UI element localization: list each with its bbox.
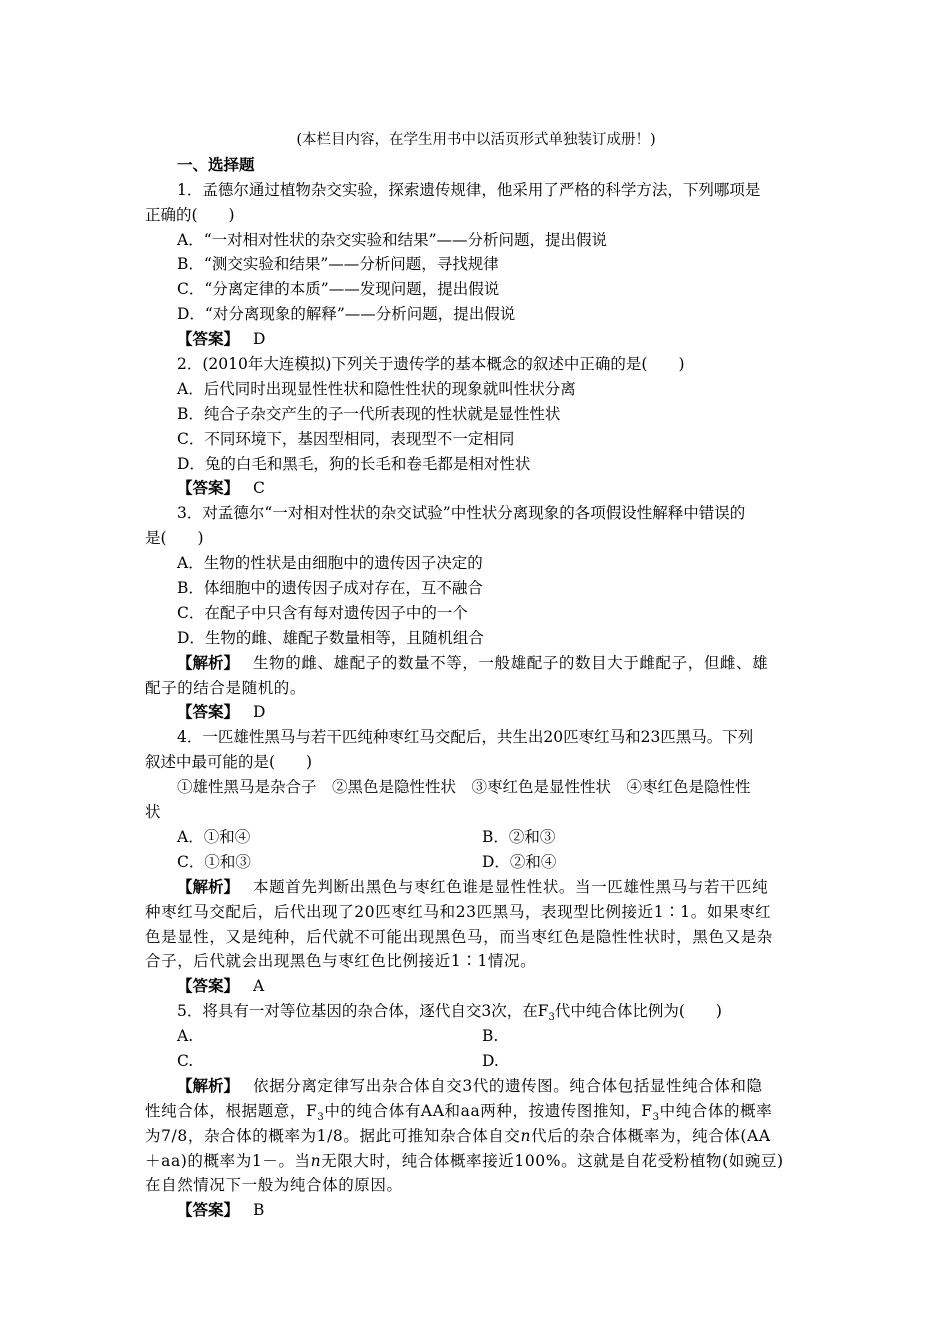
question-5 — [145, 999, 807, 1223]
q3-analysis-line-1 — [145, 651, 807, 676]
header-note: (本栏目内容，在学生用书中以活页形式单独装订成册！) — [296, 132, 656, 148]
q4-option-b: B．②和③ — [482, 827, 556, 846]
question-1 — [145, 178, 807, 352]
answer-label: 【答案】 — [177, 976, 240, 996]
q2-option-d: D．兔的白毛和黑毛，狗的长毛和卷毛都是相对性状 — [177, 454, 531, 473]
question-4 — [145, 725, 807, 999]
analysis-text: 性纯合体，根据题意，F — [145, 1101, 318, 1120]
analysis-label: 【解析】 — [177, 876, 240, 896]
q5-answer — [145, 1198, 807, 1223]
q4-answer — [145, 974, 807, 999]
q3-analysis-line-2: 配子的结合是随机的。 — [145, 678, 307, 697]
q5-stem-text-end: 代中纯合体比例为( ) — [554, 1002, 722, 1021]
q4-analysis-line-1 — [145, 875, 807, 900]
q4-analysis-line-4: 合子，后代就会出现黑色与枣红色比例接近1∶1情况。 — [145, 952, 537, 971]
answer-label: 【答案】 — [177, 478, 240, 498]
analysis-text: 中纯合体的概率 — [659, 1101, 773, 1120]
italic-variable: n — [310, 1151, 322, 1170]
question-2 — [145, 352, 807, 501]
q2-option-c: C．不同环境下，基因型相同，表现型不一定相同 — [177, 429, 515, 448]
q3-option-d: D．生物的雌、雄配子数量相等，且随机组合 — [177, 628, 484, 647]
italic-variable: n — [520, 1126, 532, 1145]
q4-option-a: A．①和④ — [177, 827, 251, 846]
q4-items-line-2: 状 — [145, 803, 161, 822]
q2-answer — [145, 476, 807, 501]
q4-items-line-1: ①雄性黑马是杂合子 ②黑色是隐性性状 ③枣红色是显性性状 ④枣红色是隐性性 — [177, 778, 751, 797]
analysis-text: 本题首先判断出黑色与枣红色谁是显性性状。当一匹雄性黑马与若干匹纯 — [253, 877, 769, 896]
analysis-text: 无限大时，纯合体概率接近100%。这就是自花受粉植物(如豌豆) — [321, 1151, 784, 1170]
q3-option-c: C．在配子中只含有每对遗传因子中的一个 — [177, 603, 468, 622]
q4-analysis-line-2: 种枣红马交配后，后代出现了20匹枣红马和23匹黑马，表现型比例接近1∶1。如果枣红 — [145, 902, 772, 921]
answer-value: B — [253, 1201, 265, 1220]
answer-label: 【答案】 — [177, 1200, 240, 1220]
q3-option-b: B．体细胞中的遗传因子成对存在，互不融合 — [177, 579, 483, 598]
q5-analysis-line-1 — [145, 1074, 807, 1099]
q2-option-b: B．纯合子杂交产生的子一代所表现的性状就是显性性状 — [177, 404, 561, 423]
answer-value: A — [253, 977, 265, 996]
answer-value: C — [253, 479, 265, 498]
q1-option-c: C．“分离定律的本质”——发现问题，提出假说 — [177, 280, 500, 299]
q3-answer — [145, 700, 807, 725]
q5-option-c: C. — [177, 1051, 194, 1070]
analysis-text: 生物的雌、雄配子的数量不等，一般雄配子的数目大于雌配子，但雌、雄 — [253, 653, 769, 672]
q2-option-a: A．后代同时出现显性性状和隐性性状的现象就叫性状分离 — [177, 379, 576, 398]
answer-value: D — [253, 703, 266, 722]
analysis-text: 代后的杂合体概率为，纯合体(AA — [531, 1126, 771, 1145]
q3-option-a: A．生物的性状是由细胞中的遗传因子决定的 — [177, 554, 483, 573]
analysis-text: 中的纯合体有AA和aa两种，按遗传图推知，F — [324, 1101, 653, 1120]
analysis-text: 依据分离定律写出杂合体自交3代的遗传图。纯合体包括显性纯合体和隐 — [253, 1076, 763, 1095]
subscript: 3 — [317, 1111, 325, 1123]
q5-analysis-line-4 — [145, 1149, 807, 1174]
q5-option-a: A. — [177, 1027, 194, 1046]
q5-analysis-line-2 — [145, 1099, 807, 1124]
subscript: 3 — [652, 1111, 660, 1123]
q5-option-b: B. — [482, 1027, 499, 1046]
q2-stem: 2．(2010年大连模拟)下列关于遗传学的基本概念的叙述中正确的是( ) — [177, 355, 685, 374]
answer-label: 【答案】 — [177, 329, 240, 349]
question-3 — [145, 501, 807, 725]
q4-options-row-1 — [145, 825, 807, 850]
q1-option-d: D．“对分离现象的解释”——分析问题，提出假说 — [177, 305, 516, 324]
analysis-text: ＋aa)的概率为1－。当 — [145, 1151, 311, 1170]
q1-stem-line-2: 正确的( ) — [145, 205, 235, 224]
q5-options-row-1 — [145, 1024, 807, 1049]
q1-option-a: A．“一对相对性状的杂交实验和结果”——分析问题，提出假说 — [177, 230, 608, 249]
q5-analysis-line-5: 在自然情况下一般为纯合体的原因。 — [145, 1176, 403, 1195]
q5-option-d: D. — [482, 1051, 499, 1070]
analysis-label: 【解析】 — [177, 1075, 240, 1095]
q3-stem-line-2: 是( ) — [145, 529, 204, 548]
q5-stem-subscript: 3 — [548, 1012, 555, 1024]
q5-options-row-2 — [145, 1049, 807, 1074]
analysis-label: 【解析】 — [177, 652, 240, 672]
answer-value: D — [253, 330, 266, 349]
q1-stem-line-1: 1．孟德尔通过植物杂交实验，探索遗传规律，他采用了严格的科学方法，下列哪项是 — [177, 180, 761, 199]
q1-option-b: B．“测交实验和结果”——分析问题，寻找规律 — [177, 255, 499, 274]
q4-analysis-line-3: 色是显性，又是纯种，后代就不可能出现黑色马，而当枣红色是隐性性状时，黑色又是杂 — [145, 927, 773, 946]
analysis-text: 为7/8，杂合体的概率为1/8。据此可推知杂合体自交 — [145, 1126, 521, 1145]
q1-answer — [145, 327, 807, 352]
q3-stem-line-1: 3．对孟德尔“一对相对性状的杂交试验”中性状分离现象的各项假设性解释中错误的 — [177, 504, 746, 523]
q5-stem-text: 5．将具有一对等位基因的杂合体，逐代自交3次，在F — [177, 1002, 549, 1021]
q4-option-c: C．①和③ — [177, 852, 251, 871]
section-title: 一、选择题 — [177, 154, 255, 174]
q5-analysis-line-3 — [145, 1124, 807, 1149]
q4-stem-line-1: 4．一匹雄性黑马与若干匹纯种枣红马交配后，共生出20匹枣红马和23匹黑马。下列 — [177, 728, 754, 747]
q4-option-d: D．②和④ — [482, 852, 557, 871]
q4-stem-line-2: 叙述中最可能的是( ) — [145, 753, 313, 772]
answer-label: 【答案】 — [177, 702, 240, 722]
document-page — [145, 128, 807, 1223]
q4-options-row-2 — [145, 850, 807, 875]
q5-stem — [145, 999, 807, 1024]
